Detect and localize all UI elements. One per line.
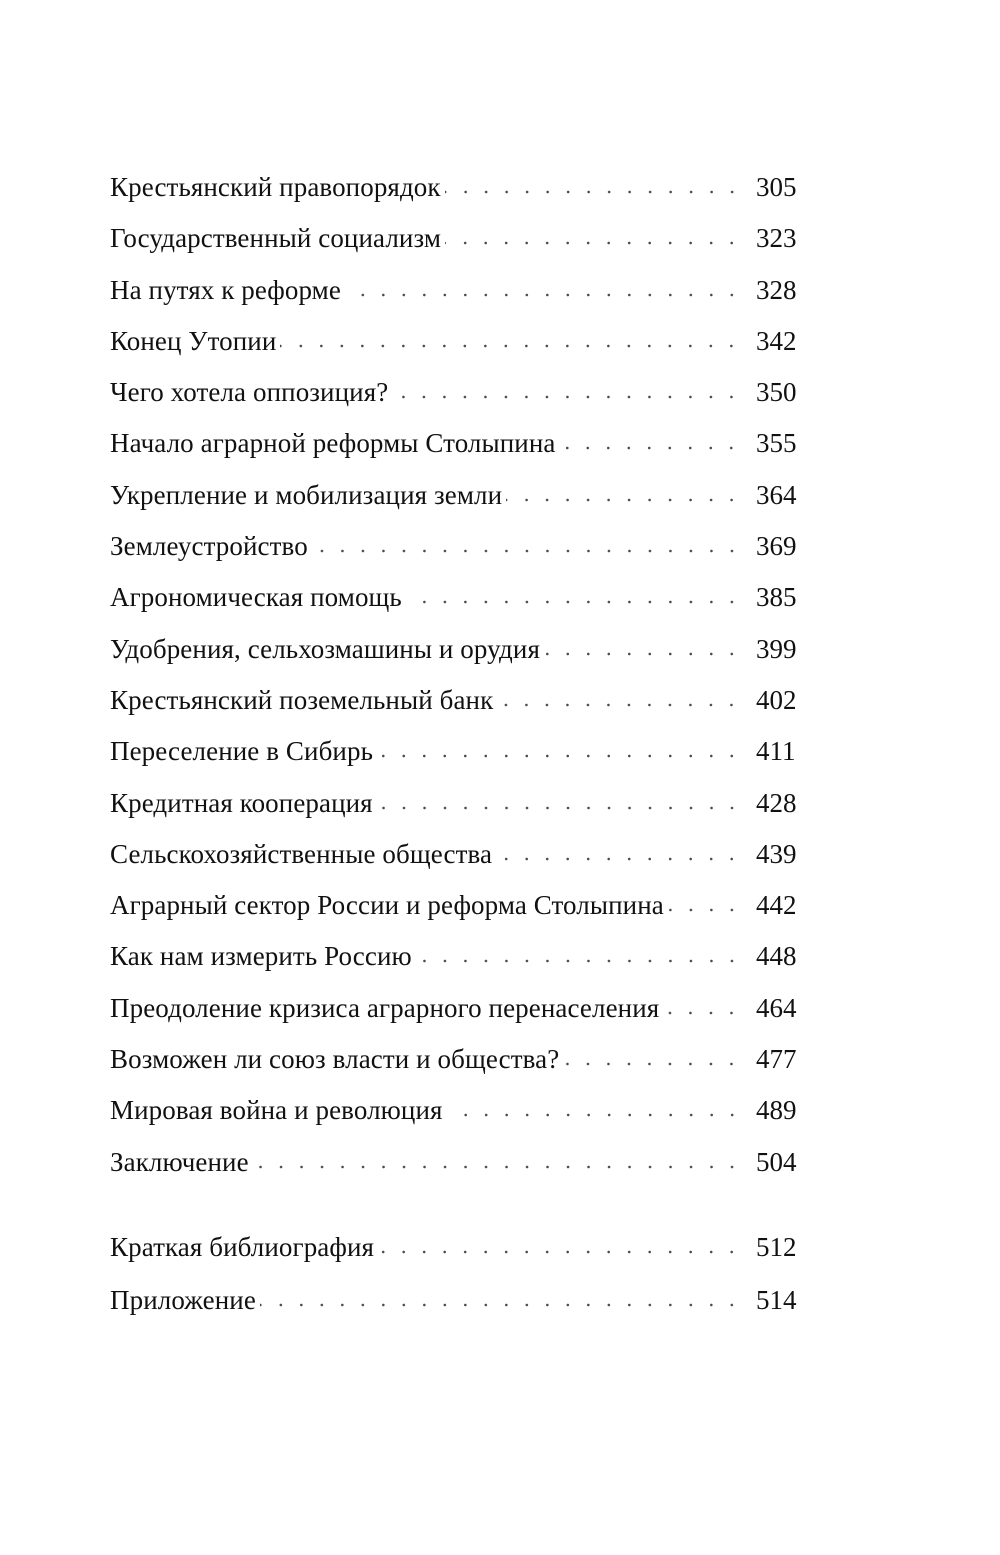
toc-entry-page: 428 [756, 787, 797, 818]
toc-entry-page: 369 [756, 531, 797, 562]
toc-entry-page: 411 [756, 736, 796, 767]
toc-chapter-list [110, 162, 802, 1188]
toc-entry-page: 323 [756, 223, 797, 254]
toc-entry-title: Начало аграрной реформы Столыпина [110, 428, 556, 459]
dot-leader [447, 1112, 742, 1118]
dot-leader [559, 445, 742, 451]
toc-entry[interactable] [110, 316, 802, 367]
toc-entry-title: Агрономическая помощь [110, 582, 402, 613]
toc-entry-title: Краткая библиография [110, 1231, 375, 1262]
toc-entry-title: Приложение [110, 1284, 256, 1315]
dot-leader [312, 548, 742, 554]
toc-entry-page: 504 [756, 1146, 797, 1177]
toc-entry-page: 514 [756, 1284, 797, 1315]
dot-leader [280, 343, 742, 349]
toc-entry-title: Аграрный сектор России и реформа Столыпина [110, 890, 664, 921]
dot-leader [260, 1302, 742, 1308]
dot-leader [445, 189, 742, 195]
toc-entry-title: Чего хотела оппозиция? [110, 377, 389, 408]
toc-entry-title: Государственный социализм [110, 223, 442, 254]
toc-entry[interactable] [110, 572, 802, 623]
toc-entry-page: 364 [756, 479, 797, 510]
dot-leader [345, 292, 742, 298]
toc-entry-title: Удобрения, сельхозмашины и орудия [110, 633, 540, 664]
toc-entry[interactable] [110, 418, 802, 469]
toc-entry[interactable] [110, 265, 802, 316]
toc-entry-title: Кредитная кооперация [110, 787, 373, 818]
toc-entry-page: 464 [756, 992, 797, 1023]
toc-entry[interactable] [110, 1274, 802, 1327]
toc-entry-page: 350 [756, 377, 797, 408]
toc-entry[interactable] [110, 778, 802, 829]
toc-entry-page: 328 [756, 274, 797, 305]
toc-entry-page: 512 [756, 1231, 797, 1262]
toc-entry-title: Крестьянский правопорядок [110, 172, 441, 202]
toc-entry-page: 342 [756, 325, 797, 356]
dot-leader [377, 753, 742, 759]
toc-entry-title: Возможен ли союз власти и общества? [110, 1044, 560, 1075]
toc-entry-page: 402 [756, 684, 797, 715]
toc-entry[interactable] [110, 675, 802, 726]
toc-entry[interactable] [110, 470, 802, 521]
toc-entry[interactable] [110, 880, 802, 931]
toc-entry-page: 385 [756, 582, 797, 613]
dot-leader [544, 651, 742, 657]
toc-entry[interactable] [110, 1137, 802, 1188]
dot-leader [406, 599, 742, 605]
toc-entry-page: 489 [756, 1095, 797, 1126]
toc-entry[interactable] [110, 521, 802, 572]
toc-entry[interactable] [110, 931, 802, 982]
toc-entry-page: 477 [756, 1044, 797, 1075]
toc-entry-title: Преодоление кризиса аграрного перенаселения [110, 992, 660, 1023]
toc-entry-title: На путях к реформе [110, 274, 341, 305]
toc-entry-title: Землеустройство [110, 531, 308, 562]
toc-entry-title: Конец Утопии [110, 325, 277, 356]
toc-entry-page: 448 [756, 941, 797, 972]
dot-leader [496, 856, 742, 862]
toc-entry[interactable] [110, 983, 802, 1034]
toc-entry[interactable] [110, 1221, 802, 1274]
toc-entry-title: Крестьянский поземельный банк [110, 684, 494, 715]
dot-leader [506, 497, 742, 503]
dot-leader [377, 805, 742, 811]
toc-appendix-list [110, 1221, 802, 1327]
toc-entry[interactable] [110, 213, 802, 264]
toc-entry-page: 355 [756, 428, 797, 459]
dot-leader [663, 1010, 742, 1016]
toc-entry-page: 399 [756, 633, 797, 664]
toc-entry[interactable] [110, 829, 802, 880]
dot-leader [497, 702, 742, 708]
dot-leader [378, 1249, 742, 1255]
toc-entry-page: 442 [756, 890, 797, 921]
toc-entry-page: 439 [756, 838, 797, 869]
dot-leader [445, 240, 742, 246]
dot-leader [668, 907, 742, 913]
toc-entry-title: Переселение в Сибирь [110, 736, 373, 767]
section-spacer [110, 1188, 802, 1221]
toc-entry[interactable] [110, 1034, 802, 1085]
toc-entry[interactable] [110, 624, 802, 675]
toc-entry-page: 305 [756, 172, 797, 202]
dot-leader [253, 1164, 742, 1170]
toc-entry-title: Мировая война и революция [110, 1095, 443, 1126]
toc-entry[interactable] [110, 162, 802, 213]
toc-entry-title: Сельскохозяйственные общества [110, 838, 493, 869]
table-of-contents [110, 162, 802, 1327]
toc-entry[interactable] [110, 726, 802, 777]
toc-entry-title: Укрепление и мобилизация земли [110, 479, 503, 510]
dot-leader [563, 1061, 742, 1067]
toc-entry[interactable] [110, 1085, 802, 1136]
dot-leader [392, 394, 742, 400]
toc-entry[interactable] [110, 367, 802, 418]
dot-leader [416, 958, 742, 964]
toc-entry-title: Как нам измерить Россию [110, 941, 412, 972]
toc-entry-title: Заключение [110, 1146, 249, 1177]
